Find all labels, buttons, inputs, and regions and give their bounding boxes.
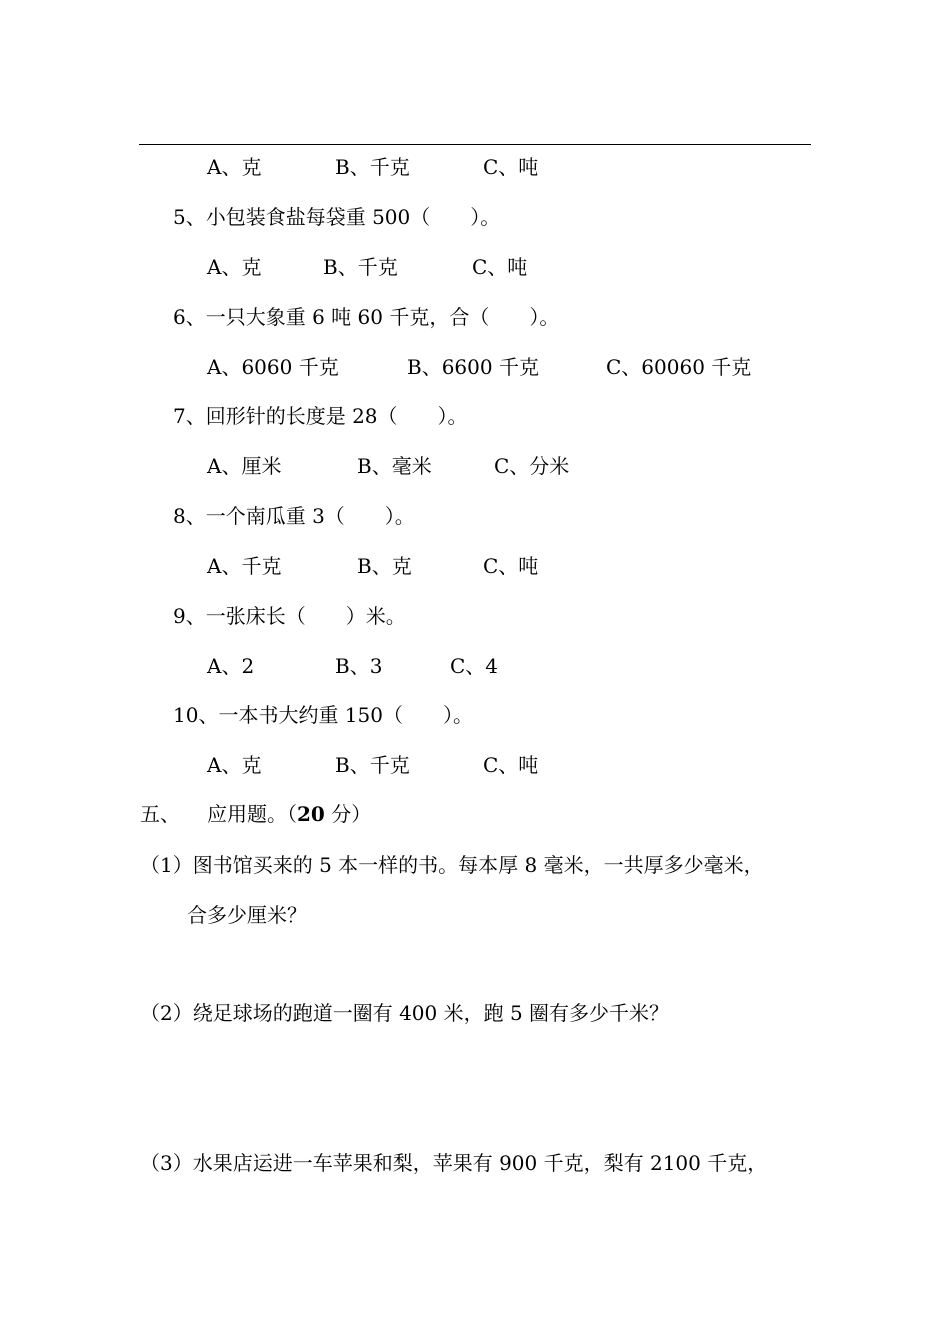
q10-option-a: A、克 xyxy=(207,753,262,777)
question-5: 5、小包装食盐每袋重 500（ ）。 xyxy=(173,205,501,229)
section-5-score: 20 xyxy=(297,802,325,826)
q6-option-c: C、60060 千克 xyxy=(606,355,752,379)
q7-option-b: B、毫米 xyxy=(357,454,432,478)
q4-option-c: C、吨 xyxy=(483,155,539,179)
q10-option-c: C、吨 xyxy=(483,753,539,777)
application-3: （3）水果店运进一车苹果和梨，苹果有 900 千克，梨有 2100 千克， xyxy=(140,1151,768,1175)
header-rule xyxy=(139,144,811,145)
q9-option-b: B、3 xyxy=(335,654,383,678)
q4-option-a: A、克 xyxy=(207,155,262,179)
application-1-line-2: 合多少厘米？ xyxy=(187,903,307,927)
section-5-title-prefix: 应用题。（ xyxy=(207,802,297,826)
q7-option-a: A、厘米 xyxy=(207,454,282,478)
q8-option-c: C、吨 xyxy=(483,554,539,578)
q5-option-c: C、吨 xyxy=(472,255,528,279)
application-2: （2）绕足球场的跑道一圈有 400 米，跑 5 圈有多少千米？ xyxy=(140,1001,670,1025)
q9-option-c: C、4 xyxy=(450,654,499,678)
section-5-title xyxy=(207,802,371,826)
section-5-number: 五、 xyxy=(140,802,180,826)
question-10: 10、一本书大约重 150（ ）。 xyxy=(173,703,473,727)
q9-option-a: A、2 xyxy=(207,654,255,678)
question-9: 9、一张床长（ ）米。 xyxy=(173,604,406,628)
application-1-line-1: （1）图书馆买来的 5 本一样的书。每本厚 8 毫米，一共厚多少毫米， xyxy=(140,853,764,877)
question-7: 7、回形针的长度是 28（ ）。 xyxy=(173,404,468,428)
section-5-title-suffix: 分） xyxy=(324,802,372,826)
q5-option-b: B、千克 xyxy=(323,255,398,279)
q8-option-a: A、千克 xyxy=(207,554,282,578)
q7-option-c: C、分米 xyxy=(494,454,570,478)
q8-option-b: B、克 xyxy=(357,554,412,578)
q4-option-b: B、千克 xyxy=(335,155,410,179)
q10-option-b: B、千克 xyxy=(335,753,410,777)
question-6: 6、一只大象重 6 吨 60 千克，合（ ）。 xyxy=(173,305,560,329)
q6-option-a: A、6060 千克 xyxy=(207,355,339,379)
q5-option-a: A、克 xyxy=(207,255,262,279)
q6-option-b: B、6600 千克 xyxy=(407,355,539,379)
question-8: 8、一个南瓜重 3（ ）。 xyxy=(173,504,415,528)
